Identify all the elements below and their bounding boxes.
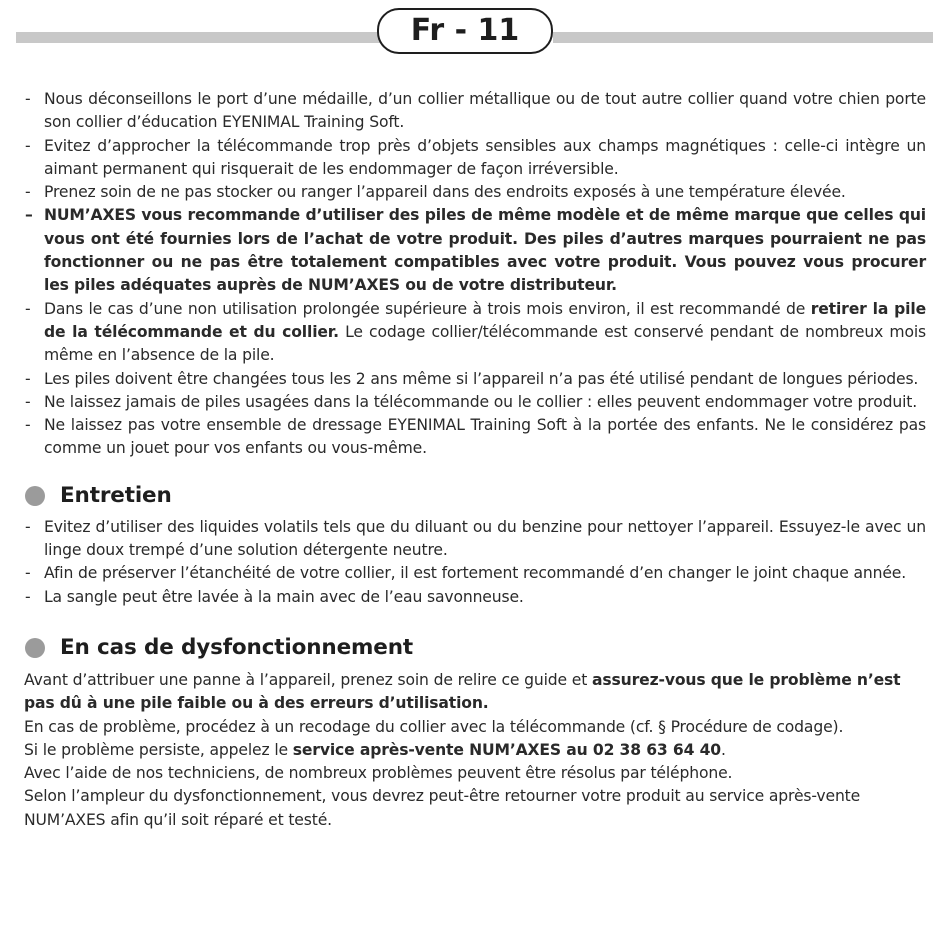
list-item [24,586,926,609]
text-run: Dans le cas d’une non utilisation prolongée supérieure à trois mois environ, il est recommandé de [44,299,811,318]
dash-marker: - [25,587,31,606]
section-bullet-icon [25,486,45,506]
section-title-dysfonctionnement: En cas de dysfonctionnement [60,634,413,660]
text-run: La sangle peut être lavée à la main avec de l’eau savonneuse. [44,587,524,606]
section-title-entretien: Entretien [60,482,172,508]
text-run: Evitez d’approcher la télécommande trop près d’objets sensibles aux champs magnétiques : celle-ci intègre un aimant permanent qui risquerait de les endommager de façon irréversible. [44,136,926,178]
precautions-list [24,88,926,461]
list-item [24,181,926,204]
list-item [24,204,926,297]
list-item [24,562,926,585]
dash-marker: - [25,392,31,411]
text-run: Nous déconseillons le port d’une médaille, d’un collier métallique ou de tout autre collier quand votre chien porte son collier d’éducation EYENIMAL Training Soft. [44,90,926,132]
dash-marker: - [25,517,31,536]
header-rule-right [553,32,933,43]
bold-text: service après-vente NUM’AXES au 02 38 63 64 40 [292,740,721,759]
bold-text: NUM’AXES vous recommande d’utiliser des piles de même modèle et de même marque que celles qui vous ont été fournies lors de l’achat de votre produit. Des piles d’autres marques pourraient ne pas fonctionner ou ne pas être totalement compatibles avec votre produit. Vous pouvez vous procurer les piles adéquates auprès de NUM’AXES ou de votre distributeur. [44,206,926,295]
text-run: Evitez d’utiliser des liquides volatils tels que du diluant ou du benzine pour nettoyer l’appareil. Essuyez-le avec un linge doux trempé d’une solution détergente neutre. [44,517,926,560]
text-run: En cas de problème, procédez à un recodage du collier avec la télécommande (cf. § Procédure de codage). [24,717,844,736]
text-run: . [721,740,726,759]
paragraph [24,739,926,762]
paragraph [24,669,926,716]
text-run: Avec l’aide de nos techniciens, de nombreux problèmes peuvent être résolus par téléphone. [24,764,733,783]
list-item [24,368,926,391]
text-run: Le codage collier/télécommande est conservé pendant de nombreux mois même en l’absence de la pile. [44,322,926,365]
text-run: Selon l’ampleur du dysfonctionnement, vous devrez peut-être retourner votre produit au service après-vente NUM’AXES afin qu’il soit réparé et testé. [24,787,861,829]
text-run: Prenez soin de ne pas stocker ou ranger l’appareil dans des endroits exposés à une température élevée. [44,183,846,202]
page-content [24,88,926,832]
dash-marker: - [25,90,31,108]
paragraph [24,785,926,832]
section-heading-entretien [24,482,926,510]
dash-marker: - [25,564,31,583]
page-number-badge: Fr - 11 [377,8,553,54]
entretien-list [24,516,926,609]
dash-marker: – [25,206,33,225]
dash-marker: - [25,416,31,435]
dysfonctionnement-paragraphs [24,669,926,832]
header-rule-left [16,32,380,43]
section-heading-dysfonctionnement [24,634,926,662]
text-run: Ne laissez jamais de piles usagées dans la télécommande ou le collier : elles peuvent endommager votre produit. [44,392,918,411]
bold-text: retirer la pile de la télécommande et du collier. [44,299,926,341]
list-item [24,391,926,414]
dash-marker: - [25,369,31,388]
list-item [24,88,926,135]
paragraph [24,762,926,785]
text-run: Ne laissez pas votre ensemble de dressage EYENIMAL Training Soft à la portée des enfants. Ne le considérez pas comme un jouet pour vos enfants ou vous-même. [44,416,926,458]
text-run: Si le problème persiste, appelez le [24,740,293,759]
paragraph [24,716,926,739]
list-item [24,414,926,461]
list-item [24,135,926,182]
dash-marker: - [25,136,31,155]
list-item [24,516,926,563]
list-item [24,298,926,368]
text-run: Les piles doivent être changées tous les 2 ans même si l’appareil n’a pas été utilisé pendant de longues périodes. [44,369,919,388]
text-run: Afin de préserver l’étanchéité de votre collier, il est fortement recommandé d’en changer le joint chaque année. [44,564,907,583]
text-run: Avant d’attribuer une panne à l’appareil, prenez soin de relire ce guide et [24,670,593,689]
dash-marker: - [25,299,31,318]
dash-marker: - [25,183,31,202]
bold-text: assurez-vous que le problème n’est pas dû à une pile faible ou à des erreurs d’utilisation. [24,670,901,713]
section-bullet-icon [25,638,45,658]
